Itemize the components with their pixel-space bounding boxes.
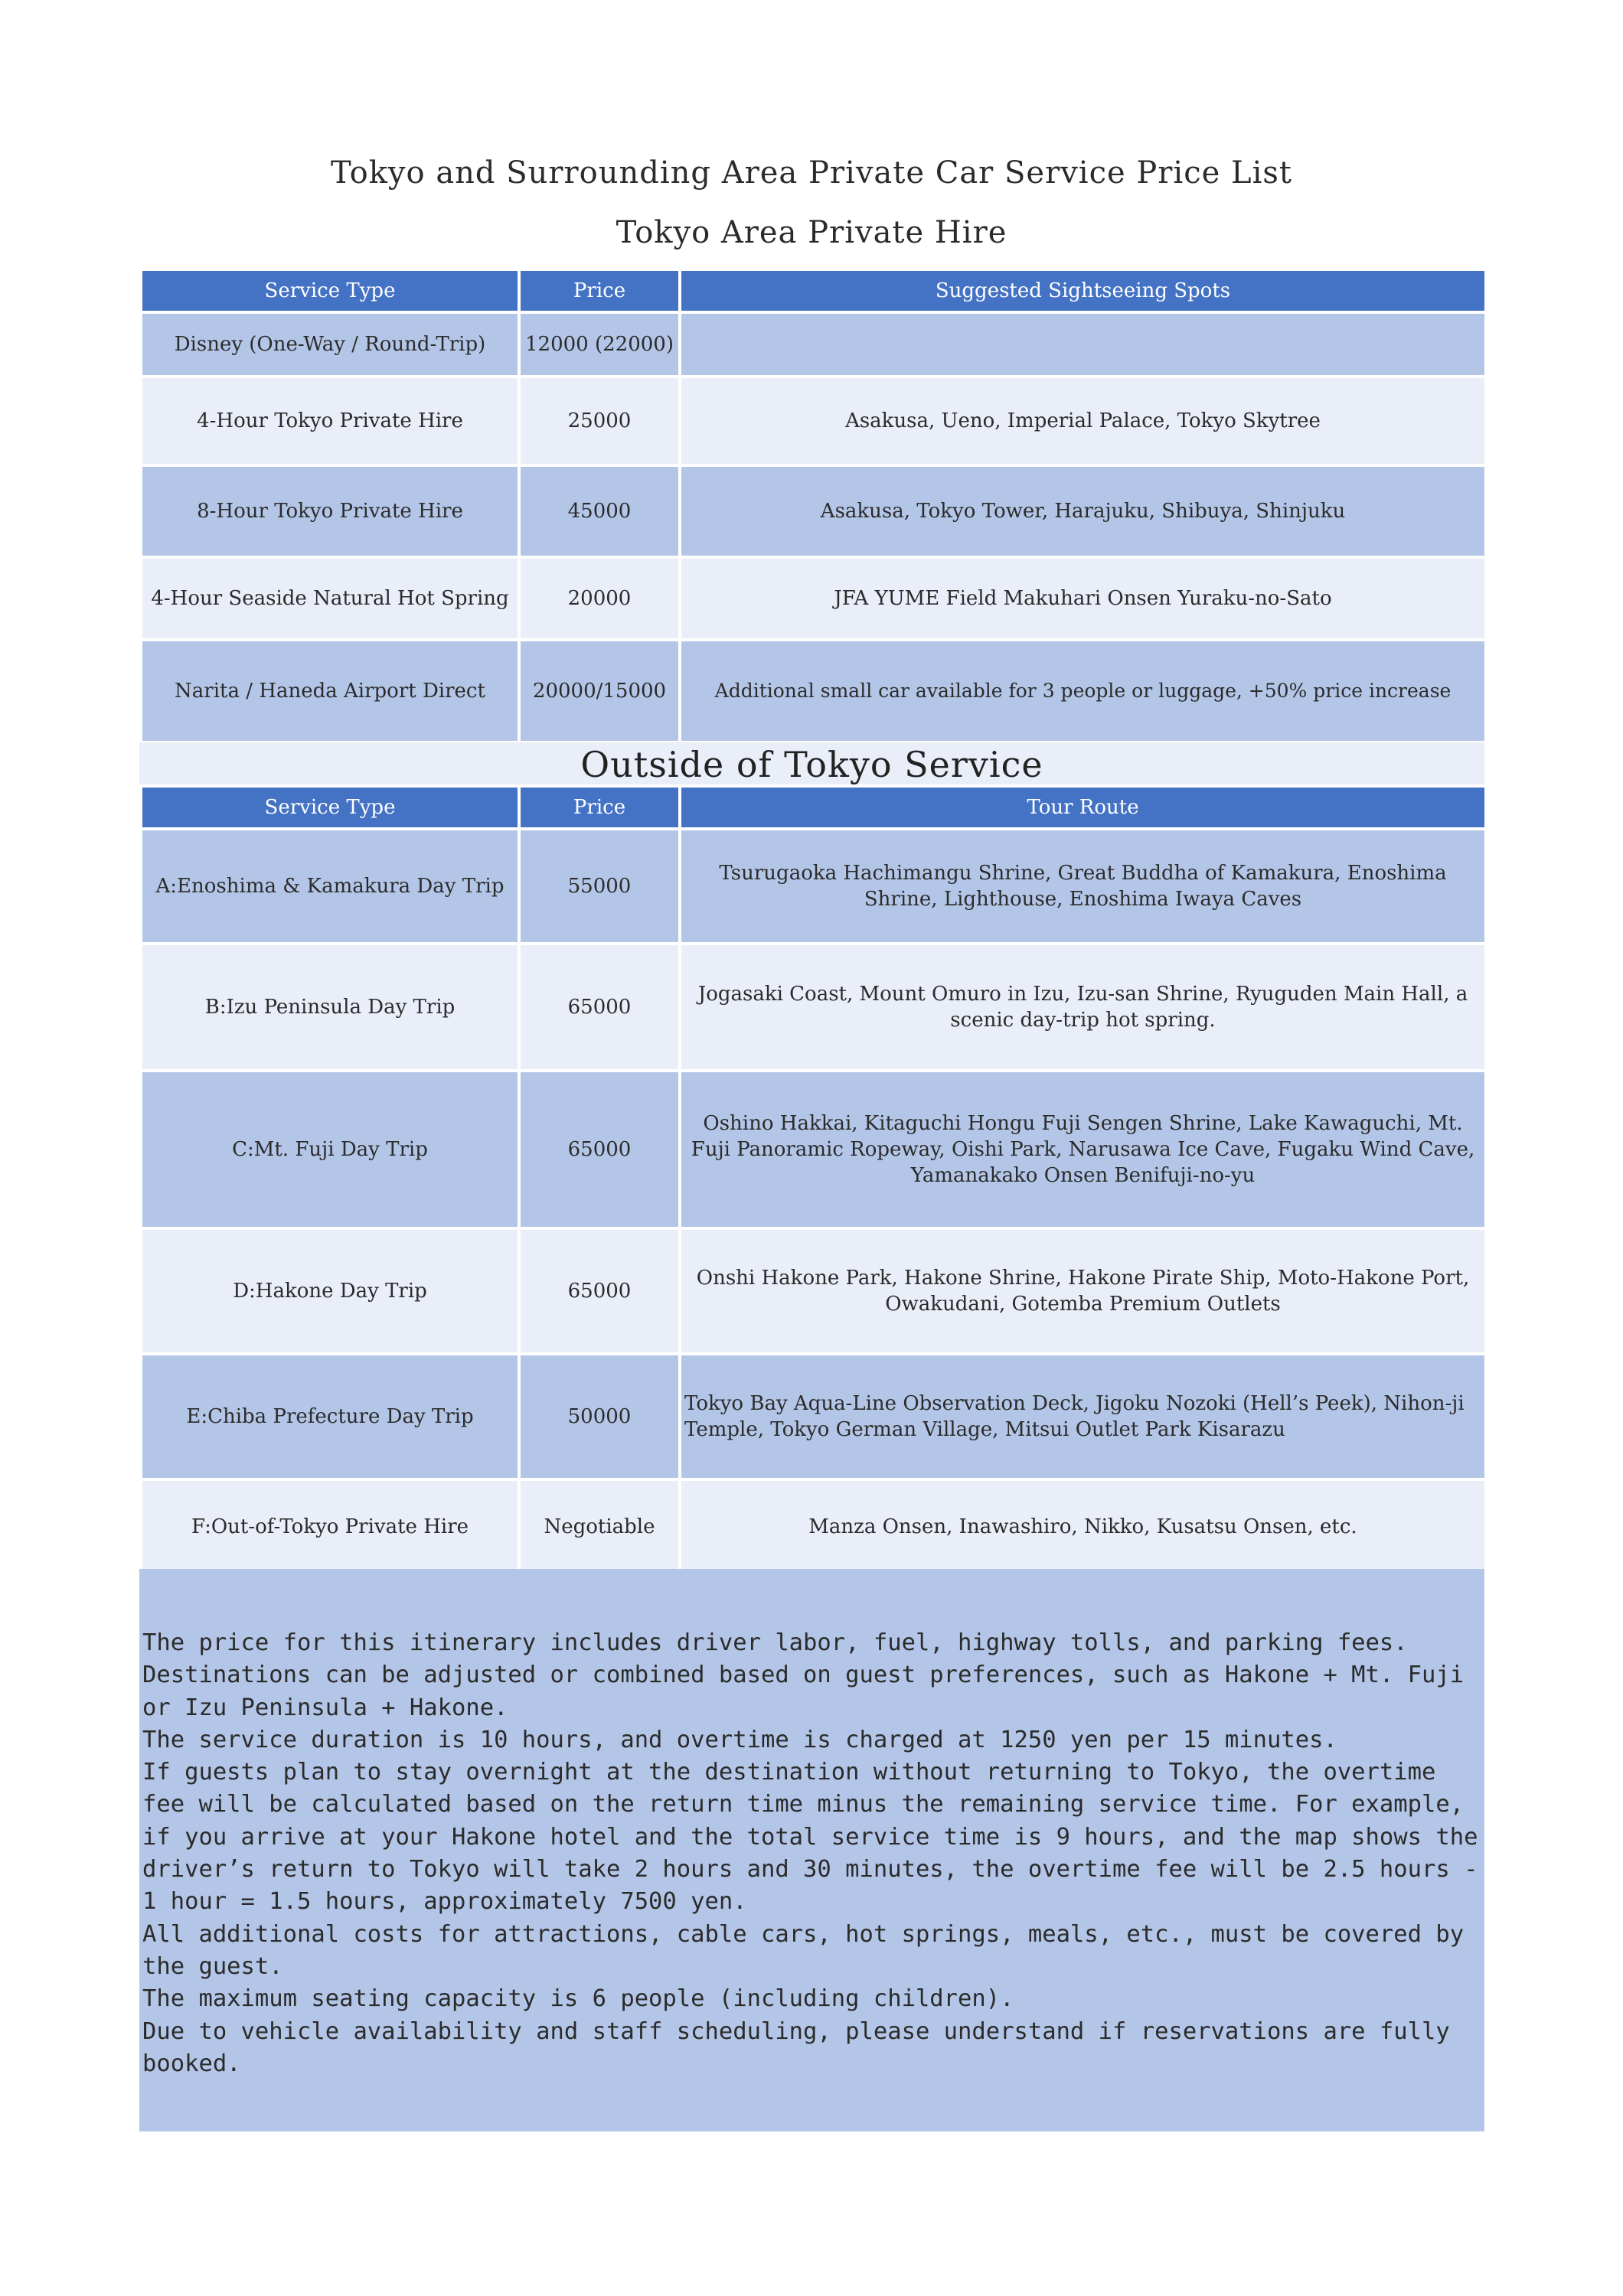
service-cell: Narita / Haneda Airport Direct bbox=[141, 640, 519, 742]
spots-cell: JFA YUME Field Makuhari Onsen Yuraku-no-Sato bbox=[680, 557, 1486, 640]
section-title-tokyo: Tokyo Area Private Hire bbox=[616, 215, 1007, 250]
table-row bbox=[141, 640, 1486, 742]
price-cell: 65000 bbox=[519, 1071, 680, 1228]
price-cell: 55000 bbox=[519, 829, 680, 944]
service-cell: B:Izu Peninsula Day Trip bbox=[141, 944, 519, 1071]
note-line: The maximum seating capacity is 6 people (including children). bbox=[142, 1985, 1014, 2013]
table-row bbox=[141, 1354, 1486, 1479]
table-header-row bbox=[141, 786, 1486, 829]
spots-cell: Additional small car available for 3 people or luggage, +50% price increase bbox=[680, 640, 1486, 742]
note-line: Due to vehicle availability and staff scheduling, please understand if reservations are fully booked. bbox=[142, 2017, 1450, 2077]
service-cell: E:Chiba Prefecture Day Trip bbox=[141, 1354, 519, 1479]
price-cell: 65000 bbox=[519, 944, 680, 1071]
header-price: Price bbox=[519, 786, 680, 829]
price-cell: 20000 bbox=[519, 557, 680, 640]
header-price: Price bbox=[519, 269, 680, 312]
table-row bbox=[141, 377, 1486, 465]
price-cell: 25000 bbox=[519, 377, 680, 465]
route-cell: Onshi Hakone Park, Hakone Shrine, Hakone Pirate Ship, Moto-Hakone Port, Owakudani, Gotemba Premium Outlets bbox=[680, 1228, 1486, 1354]
service-cell: 8-Hour Tokyo Private Hire bbox=[141, 465, 519, 557]
table-row bbox=[141, 1228, 1486, 1354]
route-cell: Jogasaki Coast, Mount Omuro in Izu, Izu-san Shrine, Ryuguden Main Hall, a scenic day-trip hot spring. bbox=[680, 944, 1486, 1071]
price-cell: 50000 bbox=[519, 1354, 680, 1479]
section-title-outside: Outside of Tokyo Service bbox=[139, 742, 1484, 785]
price-cell: Negotiable bbox=[519, 1479, 680, 1574]
service-cell: 4-Hour Seaside Natural Hot Spring bbox=[141, 557, 519, 640]
outside-tokyo-price-table bbox=[139, 784, 1487, 1576]
service-cell: D:Hakone Day Trip bbox=[141, 1228, 519, 1354]
header-service-type: Service Type bbox=[141, 786, 519, 829]
notes-panel bbox=[139, 1569, 1484, 2131]
table-row bbox=[141, 829, 1486, 944]
header-route: Tour Route bbox=[680, 786, 1486, 829]
table-header-row bbox=[141, 269, 1486, 312]
service-cell: C:Mt. Fuji Day Trip bbox=[141, 1071, 519, 1228]
header-spots: Suggested Sightseeing Spots bbox=[680, 269, 1486, 312]
note-line: Destinations can be adjusted or combined based on guest preferences, such as Hakone + Mt. Fuji or Izu Peninsula + Hakone. bbox=[142, 1662, 1465, 1721]
table-row bbox=[141, 465, 1486, 557]
price-cell: 45000 bbox=[519, 465, 680, 557]
price-cell: 12000 (22000) bbox=[519, 312, 680, 377]
table-row bbox=[141, 312, 1486, 377]
service-cell: A:Enoshima & Kamakura Day Trip bbox=[141, 829, 519, 944]
service-cell: Disney (One-Way / Round-Trip) bbox=[141, 312, 519, 377]
price-cell: 65000 bbox=[519, 1228, 680, 1354]
note-line: If guests plan to stay overnight at the destination without returning to Tokyo, the overtime fee will be calculated based on the return time minus the remaining service time. For example, if you arrive at your Hakone hotel and the total service time is 9 hours, and the map shows the driver’s return to Tokyo will take 2 hours and 30 minutes, the overtime fee will be 2.5 hours - 1 hour = 1.5 hours, approximately 7500 yen. bbox=[142, 1759, 1478, 1916]
route-cell: Oshino Hakkai, Kitaguchi Hongu Fuji Sengen Shrine, Lake Kawaguchi, Mt. Fuji Panoramic Ropeway, Oishi Park, Narusawa Ice Cave, Fugaku Wind Cave, Yamanakako Onsen Benifuji-no-yu bbox=[680, 1071, 1486, 1228]
service-cell: F:Out-of-Tokyo Private Hire bbox=[141, 1479, 519, 1574]
table-row bbox=[141, 944, 1486, 1071]
tokyo-price-table bbox=[139, 268, 1487, 744]
note-line: All additional costs for attractions, cable cars, hot springs, meals, etc., must be covered by the guest. bbox=[142, 1920, 1465, 1980]
note-line: The service duration is 10 hours, and overtime is charged at 1250 yen per 15 minutes. bbox=[142, 1726, 1337, 1753]
table-row bbox=[141, 1479, 1486, 1574]
service-cell: 4-Hour Tokyo Private Hire bbox=[141, 377, 519, 465]
spots-cell: Asakusa, Tokyo Tower, Harajuku, Shibuya, Shinjuku bbox=[680, 465, 1486, 557]
note-line: The price for this itinerary includes driver labor, fuel, highway tolls, and parking fees. bbox=[142, 1629, 1408, 1656]
header-service-type: Service Type bbox=[141, 269, 519, 312]
route-cell: Manza Onsen, Inawashiro, Nikko, Kusatsu Onsen, etc. bbox=[680, 1479, 1486, 1574]
table-row bbox=[141, 1071, 1486, 1228]
price-cell: 20000/15000 bbox=[519, 640, 680, 742]
table-row bbox=[141, 557, 1486, 640]
route-cell: Tokyo Bay Aqua-Line Observation Deck, Jigoku Nozoki (Hell’s Peek), Nihon-ji Temple, Tokyo German Village, Mitsui Outlet Park Kisarazu bbox=[680, 1354, 1486, 1479]
document-title: Tokyo and Surrounding Area Private Car Service Price List bbox=[331, 155, 1292, 191]
spots-cell: Asakusa, Ueno, Imperial Palace, Tokyo Skytree bbox=[680, 377, 1486, 465]
spots-cell bbox=[680, 312, 1486, 377]
route-cell: Tsurugaoka Hachimangu Shrine, Great Buddha of Kamakura, Enoshima Shrine, Lighthouse, Enoshima Iwaya Caves bbox=[680, 829, 1486, 944]
